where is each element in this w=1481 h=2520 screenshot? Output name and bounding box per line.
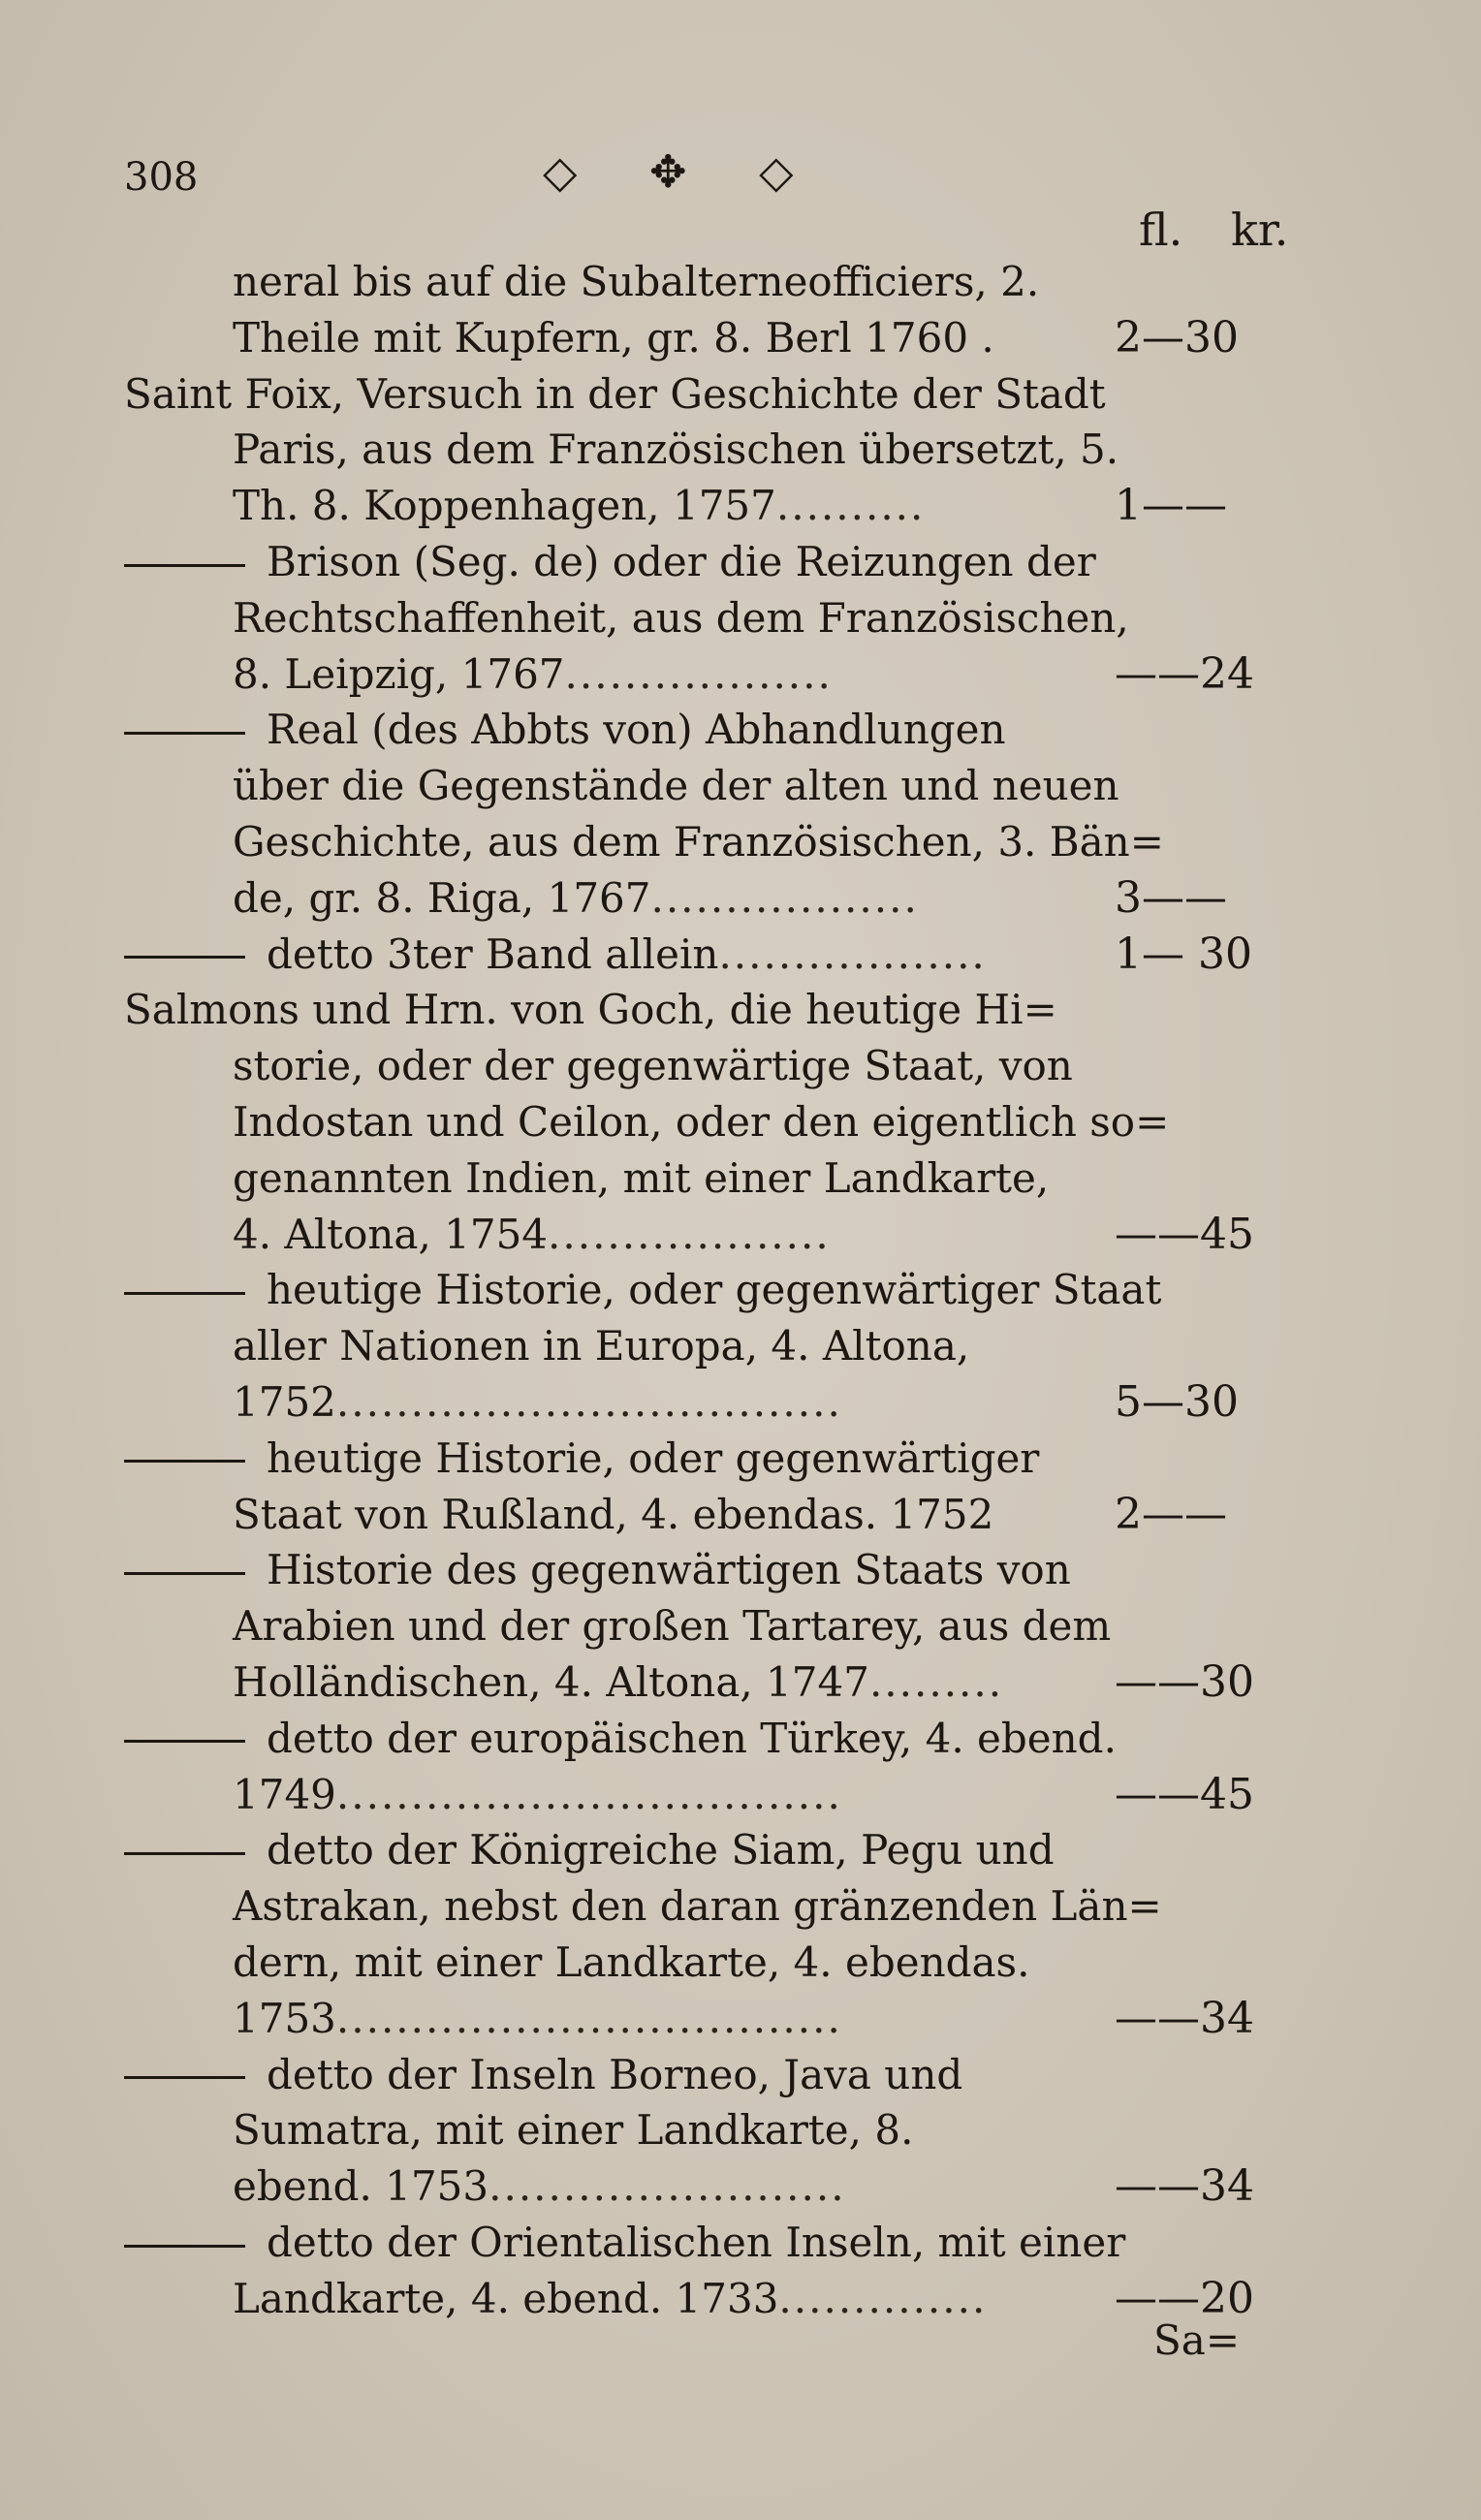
ditto-dash xyxy=(124,956,245,959)
entry-text: 8. Leipzig, 1767 xyxy=(233,649,565,698)
leader-dots: ......... xyxy=(868,1658,1004,1706)
price-amount: 3—— xyxy=(1115,872,1227,923)
entry-text-block xyxy=(233,2102,913,2158)
catalog-line xyxy=(0,982,1481,1038)
catalog-line xyxy=(0,2215,1481,2271)
catalog-line xyxy=(0,1207,1481,1263)
leader-dots: .................................. xyxy=(335,1994,842,2042)
entry-text-block xyxy=(233,646,833,703)
price-amount: 1—— xyxy=(1115,481,1227,531)
catalog-line xyxy=(0,1374,1481,1431)
catalog-line xyxy=(0,814,1481,870)
entry-text-block xyxy=(233,422,1119,478)
entry-text-block xyxy=(124,1431,1039,1487)
entry-text: Th. 8. Koppenhagen, 1757 xyxy=(233,482,776,530)
entry-text-block xyxy=(233,1878,1162,1935)
catalog-line xyxy=(0,758,1481,814)
entry-text: detto der europäischen Türkey, 4. ebend. xyxy=(267,1714,1117,1762)
entry-text-block xyxy=(233,2271,987,2327)
entry-text-block xyxy=(233,478,925,534)
entry-text-block xyxy=(233,254,1039,310)
entry-text-block xyxy=(233,1318,969,1374)
entry-text-block xyxy=(124,927,987,983)
price-amount: ——24 xyxy=(1115,648,1254,699)
catalog-line xyxy=(0,1262,1481,1318)
entry-text: Indostan und Ceilon, oder den eigentlich so= xyxy=(233,1098,1170,1146)
entry-text-block xyxy=(233,1767,842,1823)
entry-text-block xyxy=(124,1822,1055,1878)
catalog-line xyxy=(0,1935,1481,1991)
catalog-line xyxy=(0,646,1481,703)
ditto-dash xyxy=(124,1292,245,1295)
ditto-dash xyxy=(124,2076,245,2079)
entry-text-block xyxy=(124,534,1096,590)
entry-text-block xyxy=(233,1150,1049,1207)
entry-text: Theile mit Kupfern, gr. 8. Berl 1760 . xyxy=(233,313,994,362)
entry-text: 1749 xyxy=(233,1770,336,1818)
column-header-kr: kr. xyxy=(1231,204,1289,256)
price-amount: ——34 xyxy=(1115,2161,1254,2212)
entry-text-block xyxy=(233,1038,1073,1094)
leader-dots: .................. xyxy=(650,873,919,922)
catalog-line xyxy=(0,1094,1481,1150)
entry-text-block xyxy=(124,366,1106,423)
entry-text: Landkarte, 4. ebend. 1733 xyxy=(233,2274,779,2322)
price-amount: ——34 xyxy=(1115,1993,1254,2043)
catalog-line xyxy=(0,1542,1481,1598)
price-amount: 5—30 xyxy=(1115,1377,1239,1427)
entry-text-block xyxy=(124,982,1057,1038)
entry-text: dern, mit einer Landkarte, 4. ebendas. xyxy=(233,1938,1030,1986)
catalog-line xyxy=(0,2102,1481,2158)
catalog-line xyxy=(0,1822,1481,1878)
entry-text: 1752 xyxy=(233,1378,336,1426)
price-amount: ——20 xyxy=(1115,2273,1254,2323)
catalog-line xyxy=(0,254,1481,310)
price-amount: ——45 xyxy=(1115,1769,1254,1819)
leader-dots: .................. xyxy=(564,649,833,698)
catchword: Sa= xyxy=(1153,2316,1241,2364)
price-amount: 2—— xyxy=(1115,1489,1227,1539)
entry-text-block xyxy=(124,2047,962,2103)
entry-text-block xyxy=(233,1487,993,1543)
leader-dots: .................................. xyxy=(335,1378,842,1426)
price-amount: ——30 xyxy=(1115,1657,1254,1707)
page-number: 308 xyxy=(124,155,199,200)
entry-text: heutige Historie, oder gegenwärtiger xyxy=(267,1433,1040,1482)
price-amount: ——45 xyxy=(1115,1209,1254,1259)
entry-text: neral bis auf die Subalterneofficiers, 2. xyxy=(233,258,1040,305)
catalog-line xyxy=(0,2047,1481,2103)
header-ornament: ◇ ✥ ◇ xyxy=(543,145,823,198)
leader-dots: .................. xyxy=(718,929,987,978)
leader-dots: ........................ xyxy=(488,2162,846,2211)
catalog-line xyxy=(0,2158,1481,2215)
entry-text-block xyxy=(233,1094,1169,1150)
catalog-line xyxy=(0,1318,1481,1374)
entry-text: Brison (Seg. de) oder die Reizungen der xyxy=(267,538,1096,585)
entry-text-block xyxy=(124,1542,1071,1598)
entry-text-block xyxy=(233,2158,846,2215)
entry-text-block xyxy=(124,702,1006,758)
entry-text: ebend. 1753 xyxy=(233,2162,489,2211)
catalog-line xyxy=(0,927,1481,983)
entry-text-block xyxy=(233,590,1129,646)
entry-text: Arabien und der großen Tartarey, aus dem xyxy=(233,1602,1112,1651)
catalog-line xyxy=(0,366,1481,423)
column-header-fl: fl. xyxy=(1139,204,1183,256)
entry-text-block xyxy=(124,1262,1161,1318)
entry-text-block xyxy=(233,1598,1111,1654)
catalog-line xyxy=(0,422,1481,478)
ditto-dash xyxy=(124,1460,245,1463)
catalog-line xyxy=(0,478,1481,534)
entry-text: über die Gegenstände der alten und neuen xyxy=(233,762,1119,810)
entry-text: heutige Historie, oder gegenwärtiger Staat xyxy=(267,1266,1162,1314)
catalog-line xyxy=(0,870,1481,927)
price-amount: 1— 30 xyxy=(1115,929,1252,979)
ditto-dash xyxy=(124,1852,245,1855)
ditto-dash xyxy=(124,564,245,567)
leader-dots: .......... xyxy=(775,482,926,530)
entry-text-block xyxy=(233,870,919,927)
entry-text: Real (des Abbts von) Abhandlungen xyxy=(267,706,1006,754)
leader-dots: ................... xyxy=(548,1210,831,1258)
entry-text: Salmons und Hrn. von Goch, die heutige Hi= xyxy=(124,986,1057,1034)
entry-text-block xyxy=(233,1374,842,1431)
entry-text-block xyxy=(233,1935,1029,1991)
catalog-line xyxy=(0,1991,1481,2047)
entry-text: 4. Altona, 1754 xyxy=(233,1210,549,1258)
ditto-dash xyxy=(124,1740,245,1743)
catalog-line xyxy=(0,702,1481,758)
entry-text: detto 3ter Band allein xyxy=(267,929,719,978)
leader-dots: .................................. xyxy=(335,1770,842,1818)
entry-text: de, gr. 8. Riga, 1767 xyxy=(233,873,651,922)
catalog-line xyxy=(0,1711,1481,1767)
entry-text: Saint Foix, Versuch in der Geschichte der Stadt xyxy=(124,369,1106,418)
catalog-line xyxy=(0,1654,1481,1711)
catalog-line xyxy=(0,1150,1481,1207)
entry-text: storie, oder der gegenwärtige Staat, von xyxy=(233,1042,1073,1090)
entry-text-block xyxy=(124,1711,1117,1767)
ditto-dash xyxy=(124,2245,245,2248)
entry-text-block xyxy=(233,1207,831,1263)
entry-text: genannten Indien, mit einer Landkarte, xyxy=(233,1153,1050,1202)
ditto-dash xyxy=(124,732,245,735)
entry-text: 1753 xyxy=(233,1994,336,2042)
entry-text-block xyxy=(233,758,1119,814)
catalog-line xyxy=(0,590,1481,646)
leader-dots: .............. xyxy=(778,2274,988,2322)
entry-text: Astrakan, nebst den daran gränzenden Län= xyxy=(233,1882,1162,1931)
entry-text: aller Nationen in Europa, 4. Altona, xyxy=(233,1322,970,1370)
catalog-line xyxy=(0,310,1481,366)
entry-text: Holländischen, 4. Altona, 1747 xyxy=(233,1658,869,1706)
ditto-dash xyxy=(124,1572,245,1575)
entry-text: Paris, aus dem Französischen übersetzt, 5. xyxy=(233,425,1119,474)
entry-text: detto der Königreiche Siam, Pegu und xyxy=(267,1826,1055,1874)
entry-text-block xyxy=(124,2215,1125,2271)
entry-text: Staat von Rußland, 4. ebendas. 1752 xyxy=(233,1490,994,1538)
entry-text: Sumatra, mit einer Landkarte, 8. xyxy=(233,2106,914,2155)
entry-text: Geschichte, aus dem Französischen, 3. Bän= xyxy=(233,818,1164,866)
catalog-line xyxy=(0,2271,1481,2327)
entry-text: detto der Inseln Borneo, Java und xyxy=(267,2050,963,2098)
entry-text-block xyxy=(233,310,994,366)
catalog-line xyxy=(0,1878,1481,1935)
catalog-line xyxy=(0,1767,1481,1823)
catalog-line xyxy=(0,534,1481,590)
entry-text: Historie des gegenwärtigen Staats von xyxy=(267,1546,1071,1594)
entry-text-block xyxy=(233,814,1164,870)
entry-text: Rechtschaffenheit, aus dem Französischen, xyxy=(233,593,1129,642)
entry-text-block xyxy=(233,1991,842,2047)
catalog-line xyxy=(0,1038,1481,1094)
price-amount: 2—30 xyxy=(1115,312,1239,362)
catalog-line xyxy=(0,1431,1481,1487)
catalog-line xyxy=(0,1598,1481,1654)
entry-text-block xyxy=(233,1654,1003,1711)
entry-text: detto der Orientalischen Inseln, mit einer xyxy=(267,2219,1126,2266)
catalog-line xyxy=(0,1487,1481,1543)
